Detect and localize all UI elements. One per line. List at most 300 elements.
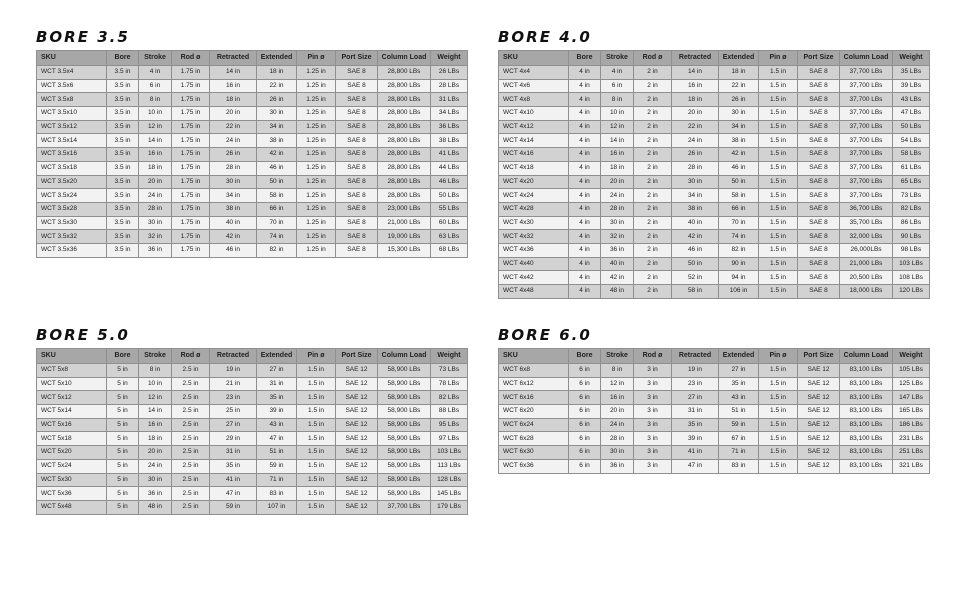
table-cell: 47 in (210, 487, 257, 501)
table-cell: 58 in (672, 285, 719, 299)
table-cell: 5 in (107, 473, 139, 487)
table-cell: 23 in (210, 391, 257, 405)
table-cell: WCT 3.5x16 (37, 148, 107, 162)
table-cell: 65 LBs (893, 175, 930, 189)
column-header: Extended (719, 51, 759, 66)
table-row (499, 432, 930, 446)
table-cell: 20,500 LBs (840, 271, 893, 285)
table-cell: 8 in (139, 93, 172, 107)
table-cell: 26,000LBs (840, 243, 893, 257)
table-cell: 37,700 LBs (840, 93, 893, 107)
table-cell: 21,000 LBs (378, 216, 431, 230)
table-cell: 24 in (601, 189, 634, 203)
table-cell: SAE 8 (336, 216, 378, 230)
table-cell: 58 in (257, 189, 297, 203)
table-cell: 27 in (210, 418, 257, 432)
column-header: SKU (499, 51, 569, 66)
table-cell: 40 in (210, 216, 257, 230)
table-cell: 231 LBs (893, 432, 930, 446)
table-cell: 31 in (210, 446, 257, 460)
table-cell: 18 in (257, 66, 297, 80)
column-header: Weight (431, 349, 468, 364)
table-cell: 3 in (634, 377, 672, 391)
section-title: BORE 5.0 (36, 326, 130, 344)
table-cell: 22 in (672, 120, 719, 134)
table-cell: 1.5 in (759, 257, 798, 271)
column-header: Column Load (378, 51, 431, 66)
table-cell: WCT 6x28 (499, 432, 569, 446)
table-row (37, 405, 468, 419)
table-cell: 36 in (139, 243, 172, 257)
table-cell: WCT 4x18 (499, 161, 569, 175)
table-row (499, 93, 930, 107)
table-cell: SAE 8 (798, 285, 840, 299)
table-cell: 46 in (257, 161, 297, 175)
table-cell: 30 in (719, 107, 759, 121)
column-header: Column Load (840, 51, 893, 66)
table-cell: SAE 8 (798, 189, 840, 203)
table-cell: SAE 8 (798, 66, 840, 80)
table-cell: 38 in (210, 202, 257, 216)
table-cell: 1.5 in (759, 377, 798, 391)
table-cell: 8 in (601, 93, 634, 107)
table-cell: 98 LBs (893, 243, 930, 257)
column-header: Retracted (672, 349, 719, 364)
table-cell: 28,800 LBs (378, 175, 431, 189)
table-cell: 58 LBs (893, 148, 930, 162)
table-cell: 50 LBs (893, 120, 930, 134)
table-cell: 1.5 in (759, 93, 798, 107)
table-cell: 82 in (257, 243, 297, 257)
table-cell: 19 in (210, 364, 257, 378)
table-cell: 30 in (139, 473, 172, 487)
bore-5-0-section (36, 326, 468, 515)
table-cell: 47 LBs (893, 107, 930, 121)
table-cell: SAE 8 (336, 66, 378, 80)
table-cell: 4 in (569, 175, 601, 189)
table-cell: WCT 6x20 (499, 405, 569, 419)
table-cell: 50 in (672, 257, 719, 271)
table-cell: 113 LBs (431, 459, 468, 473)
table-cell: 1.5 in (759, 189, 798, 203)
table-cell: 40 in (672, 216, 719, 230)
table-cell: SAE 12 (798, 432, 840, 446)
table-cell: 12 in (139, 120, 172, 134)
table-cell: 36 in (139, 487, 172, 501)
table-cell: WCT 6x16 (499, 391, 569, 405)
table-cell: WCT 3.5x30 (37, 216, 107, 230)
table-cell: 83,100 LBs (840, 446, 893, 460)
column-header: Extended (257, 51, 297, 66)
table-cell: 16 in (139, 418, 172, 432)
table-cell: 21 in (210, 377, 257, 391)
table-cell: 4 in (139, 66, 172, 80)
table-cell: 23 in (672, 377, 719, 391)
table-cell: 38 in (672, 202, 719, 216)
table-row (37, 473, 468, 487)
table-cell: 71 in (719, 446, 759, 460)
table-cell: WCT 5x24 (37, 459, 107, 473)
table-row (499, 243, 930, 257)
table-cell: SAE 8 (336, 148, 378, 162)
table-row (37, 243, 468, 257)
table-row (499, 148, 930, 162)
table-cell: 35 LBs (893, 66, 930, 80)
table-cell: SAE 8 (336, 189, 378, 203)
table-row (37, 432, 468, 446)
table-cell: 18 in (601, 161, 634, 175)
table-cell: 4 in (569, 216, 601, 230)
table-cell: 42 in (210, 230, 257, 244)
table-cell: 58 in (719, 189, 759, 203)
table-cell: 28 in (139, 202, 172, 216)
table-cell: 2 in (634, 271, 672, 285)
table-cell: 26 in (257, 93, 297, 107)
table-cell: 3.5 in (107, 216, 139, 230)
table-cell: 18 in (719, 66, 759, 80)
table-cell: WCT 4x14 (499, 134, 569, 148)
table-cell: 58,900 LBs (378, 487, 431, 501)
table-cell: 34 in (719, 120, 759, 134)
table-cell: WCT 4x40 (499, 257, 569, 271)
table-cell: 42 in (257, 148, 297, 162)
table-cell: 24 in (601, 418, 634, 432)
table-cell: 5 in (107, 446, 139, 460)
table-cell: 3.5 in (107, 243, 139, 257)
table-cell: 3 in (634, 446, 672, 460)
column-header: Port Size (798, 349, 840, 364)
table-cell: 58,900 LBs (378, 405, 431, 419)
table-cell: WCT 5x8 (37, 364, 107, 378)
table-cell: 4 in (569, 79, 601, 93)
table-cell: 31 in (257, 377, 297, 391)
table-cell: 47 in (257, 432, 297, 446)
column-header: Extended (257, 349, 297, 364)
table-row (499, 66, 930, 80)
table-cell: 5 in (107, 432, 139, 446)
table-cell: 1.75 in (172, 161, 210, 175)
table-cell: 3.5 in (107, 93, 139, 107)
table-cell: SAE 8 (336, 161, 378, 175)
table-cell: 2 in (634, 230, 672, 244)
table-cell: WCT 4x28 (499, 202, 569, 216)
table-cell: 95 LBs (431, 418, 468, 432)
table-cell: SAE 12 (336, 446, 378, 460)
table-cell: 83 in (719, 459, 759, 473)
table-cell: 37,700 LBs (840, 107, 893, 121)
column-header: Stroke (139, 51, 172, 66)
table-cell: 36 in (601, 243, 634, 257)
column-header: Port Size (336, 349, 378, 364)
table-cell: 18 in (210, 93, 257, 107)
table-cell: WCT 5x48 (37, 500, 107, 514)
table-cell: WCT 3.5x4 (37, 66, 107, 80)
table-cell: 106 in (719, 285, 759, 299)
table-cell: 103 LBs (893, 257, 930, 271)
table-cell: 5 in (107, 500, 139, 514)
table-cell: 6 in (569, 418, 601, 432)
table-cell: 1.5 in (297, 391, 336, 405)
table-cell: SAE 12 (336, 418, 378, 432)
table-cell: 6 in (569, 364, 601, 378)
table-cell: 82 in (719, 243, 759, 257)
table-cell: 83,100 LBs (840, 391, 893, 405)
table-cell: 1.25 in (297, 148, 336, 162)
table-cell: WCT 4x20 (499, 175, 569, 189)
table-cell: WCT 6x24 (499, 418, 569, 432)
table-cell: 14 in (139, 134, 172, 148)
table-cell: 39 LBs (893, 79, 930, 93)
table-row (499, 271, 930, 285)
table-cell: 37,700 LBs (840, 66, 893, 80)
column-header: Weight (893, 349, 930, 364)
table-cell: 2.5 in (172, 405, 210, 419)
table-cell: 1.75 in (172, 79, 210, 93)
table-row (499, 216, 930, 230)
table-cell: WCT 3.5x12 (37, 120, 107, 134)
table-cell: 71 in (257, 473, 297, 487)
table-cell: 1.25 in (297, 175, 336, 189)
column-header: Pin ø (297, 51, 336, 66)
table-cell: 51 in (719, 405, 759, 419)
table-cell: 1.5 in (759, 202, 798, 216)
table-cell: 3.5 in (107, 230, 139, 244)
table-row (499, 391, 930, 405)
table-row (37, 459, 468, 473)
table-cell: 46 LBs (431, 175, 468, 189)
table-cell: 26 in (210, 148, 257, 162)
table-cell: 50 LBs (431, 189, 468, 203)
section-title: BORE 3.5 (36, 28, 130, 46)
table-cell: 38 in (257, 134, 297, 148)
table-cell: 35,700 LBs (840, 216, 893, 230)
table-cell: 165 LBs (893, 405, 930, 419)
table-cell: 147 LBs (893, 391, 930, 405)
table-cell: 1.75 in (172, 230, 210, 244)
column-header: Rod ø (172, 349, 210, 364)
table-cell: WCT 5x14 (37, 405, 107, 419)
table-cell: 2 in (634, 216, 672, 230)
table-cell: 86 LBs (893, 216, 930, 230)
header-row (37, 349, 468, 364)
table-cell: SAE 8 (336, 134, 378, 148)
table-row (37, 202, 468, 216)
table-cell: 83,100 LBs (840, 432, 893, 446)
table-cell: 28,800 LBs (378, 161, 431, 175)
table-cell: 83 in (257, 487, 297, 501)
table-cell: 18 in (139, 432, 172, 446)
table-cell: 1.5 in (759, 271, 798, 285)
table-cell: 8 in (601, 364, 634, 378)
table-cell: WCT 4x12 (499, 120, 569, 134)
table-cell: WCT 5x30 (37, 473, 107, 487)
table-cell: 2 in (634, 79, 672, 93)
table-cell: 3.5 in (107, 148, 139, 162)
table-row (37, 230, 468, 244)
table-cell: 1.75 in (172, 243, 210, 257)
table-cell: SAE 12 (336, 473, 378, 487)
table-cell: 12 in (601, 120, 634, 134)
table-cell: WCT 4x4 (499, 66, 569, 80)
table-cell: 20 in (672, 107, 719, 121)
table-cell: 1.5 in (297, 418, 336, 432)
table-row (37, 364, 468, 378)
column-header: Bore (107, 51, 139, 66)
table-cell: 23,000 LBs (378, 202, 431, 216)
table-cell: 28 in (672, 161, 719, 175)
table-cell: 3.5 in (107, 189, 139, 203)
table-cell: 38 LBs (431, 134, 468, 148)
table-cell: 1.25 in (297, 189, 336, 203)
table-cell: 2 in (634, 202, 672, 216)
table-cell: 1.5 in (759, 175, 798, 189)
table-cell: 24 in (210, 134, 257, 148)
column-header: Pin ø (297, 349, 336, 364)
table-cell: 28,800 LBs (378, 107, 431, 121)
table-cell: 251 LBs (893, 446, 930, 460)
table-cell: WCT 3.5x24 (37, 189, 107, 203)
table-cell: 73 LBs (893, 189, 930, 203)
table-cell: 2 in (634, 257, 672, 271)
table-cell: WCT 5x36 (37, 487, 107, 501)
table-cell: 2.5 in (172, 418, 210, 432)
column-header: SKU (37, 51, 107, 66)
table-cell: WCT 3.5x8 (37, 93, 107, 107)
table-cell: 59 in (719, 418, 759, 432)
table-cell: 54 LBs (893, 134, 930, 148)
table-cell: 83,100 LBs (840, 364, 893, 378)
table-cell: SAE 8 (798, 134, 840, 148)
table-cell: 1.25 in (297, 216, 336, 230)
table-cell: SAE 8 (798, 202, 840, 216)
table-cell: 4 in (569, 202, 601, 216)
table-row (37, 134, 468, 148)
table-cell: 6 in (569, 459, 601, 473)
table-cell: WCT 4x30 (499, 216, 569, 230)
table-cell: 50 in (719, 175, 759, 189)
table-cell: 37,700 LBs (840, 79, 893, 93)
table-cell: 42 in (601, 271, 634, 285)
table-cell: SAE 8 (336, 175, 378, 189)
table-cell: SAE 8 (336, 79, 378, 93)
table-cell: 5 in (107, 487, 139, 501)
table-cell: 1.25 in (297, 93, 336, 107)
column-header: Rod ø (634, 51, 672, 66)
table-cell: 46 in (719, 161, 759, 175)
table-cell: 1.25 in (297, 134, 336, 148)
table-cell: 2 in (634, 175, 672, 189)
table-cell: 1.75 in (172, 175, 210, 189)
table-cell: 70 in (719, 216, 759, 230)
column-header: Retracted (672, 51, 719, 66)
column-header: Stroke (601, 349, 634, 364)
table-cell: 22 in (257, 79, 297, 93)
table-cell: 46 in (672, 243, 719, 257)
table-cell: WCT 4x24 (499, 189, 569, 203)
table-cell: 30 in (210, 175, 257, 189)
table-cell: 2.5 in (172, 446, 210, 460)
table-cell: 145 LBs (431, 487, 468, 501)
table-cell: 28,800 LBs (378, 66, 431, 80)
table-cell: 1.5 in (759, 66, 798, 80)
table-cell: 2 in (634, 189, 672, 203)
table-cell: SAE 12 (798, 377, 840, 391)
table-cell: 27 in (257, 364, 297, 378)
table-cell: 74 in (257, 230, 297, 244)
table-cell: SAE 8 (336, 202, 378, 216)
table-cell: 83,100 LBs (840, 405, 893, 419)
table-cell: SAE 8 (798, 175, 840, 189)
table-cell: 37,700 LBs (840, 161, 893, 175)
table-cell: SAE 8 (798, 216, 840, 230)
table-cell: SAE 8 (798, 230, 840, 244)
table-cell: 59 in (210, 500, 257, 514)
table-cell: WCT 3.5x36 (37, 243, 107, 257)
table-cell: 30 in (139, 216, 172, 230)
table-cell: WCT 6x12 (499, 377, 569, 391)
table-cell: 3 in (634, 364, 672, 378)
table-cell: 103 LBs (431, 446, 468, 460)
table-cell: 28 LBs (431, 79, 468, 93)
table-cell: WCT 4x16 (499, 148, 569, 162)
table-cell: 44 LBs (431, 161, 468, 175)
table-cell: 4 in (569, 243, 601, 257)
table-cell: 1.5 in (759, 230, 798, 244)
table-cell: 1.5 in (297, 364, 336, 378)
column-header: Stroke (601, 51, 634, 66)
table-cell: 8 in (139, 364, 172, 378)
table-cell: SAE 12 (336, 487, 378, 501)
table-cell: SAE 12 (336, 377, 378, 391)
table-cell: 25 in (210, 405, 257, 419)
table-cell: 1.5 in (759, 107, 798, 121)
table-cell: 24 in (672, 134, 719, 148)
table-cell: SAE 8 (336, 243, 378, 257)
table-cell: 1.75 in (172, 134, 210, 148)
table-cell: 43 in (719, 391, 759, 405)
table-row (37, 79, 468, 93)
table-cell: 1.5 in (759, 364, 798, 378)
table-cell: SAE 12 (798, 459, 840, 473)
column-header: Column Load (840, 349, 893, 364)
table-cell: 31 in (672, 405, 719, 419)
table-cell: 26 LBs (431, 66, 468, 80)
column-header: Bore (569, 51, 601, 66)
table-cell: 2.5 in (172, 459, 210, 473)
bore-6-0-section (498, 326, 930, 474)
table-cell: 66 in (719, 202, 759, 216)
table-cell: 40 in (601, 257, 634, 271)
table-cell: 19 in (672, 364, 719, 378)
table-cell: 2 in (634, 243, 672, 257)
table-cell: 5 in (107, 377, 139, 391)
table-cell: 4 in (569, 134, 601, 148)
table-cell: 61 LBs (893, 161, 930, 175)
table-cell: 43 in (257, 418, 297, 432)
table-cell: 36 in (601, 459, 634, 473)
column-header: Bore (107, 349, 139, 364)
table-cell: 2.5 in (172, 377, 210, 391)
table-cell: 41 LBs (431, 148, 468, 162)
table-cell: 19,000 LBs (378, 230, 431, 244)
table-cell: SAE 12 (798, 364, 840, 378)
table-row (499, 364, 930, 378)
table-cell: 28,800 LBs (378, 93, 431, 107)
table-cell: 2 in (634, 120, 672, 134)
table-cell: 1.5 in (297, 500, 336, 514)
table-cell: 27 in (672, 391, 719, 405)
table-cell: 28 in (210, 161, 257, 175)
